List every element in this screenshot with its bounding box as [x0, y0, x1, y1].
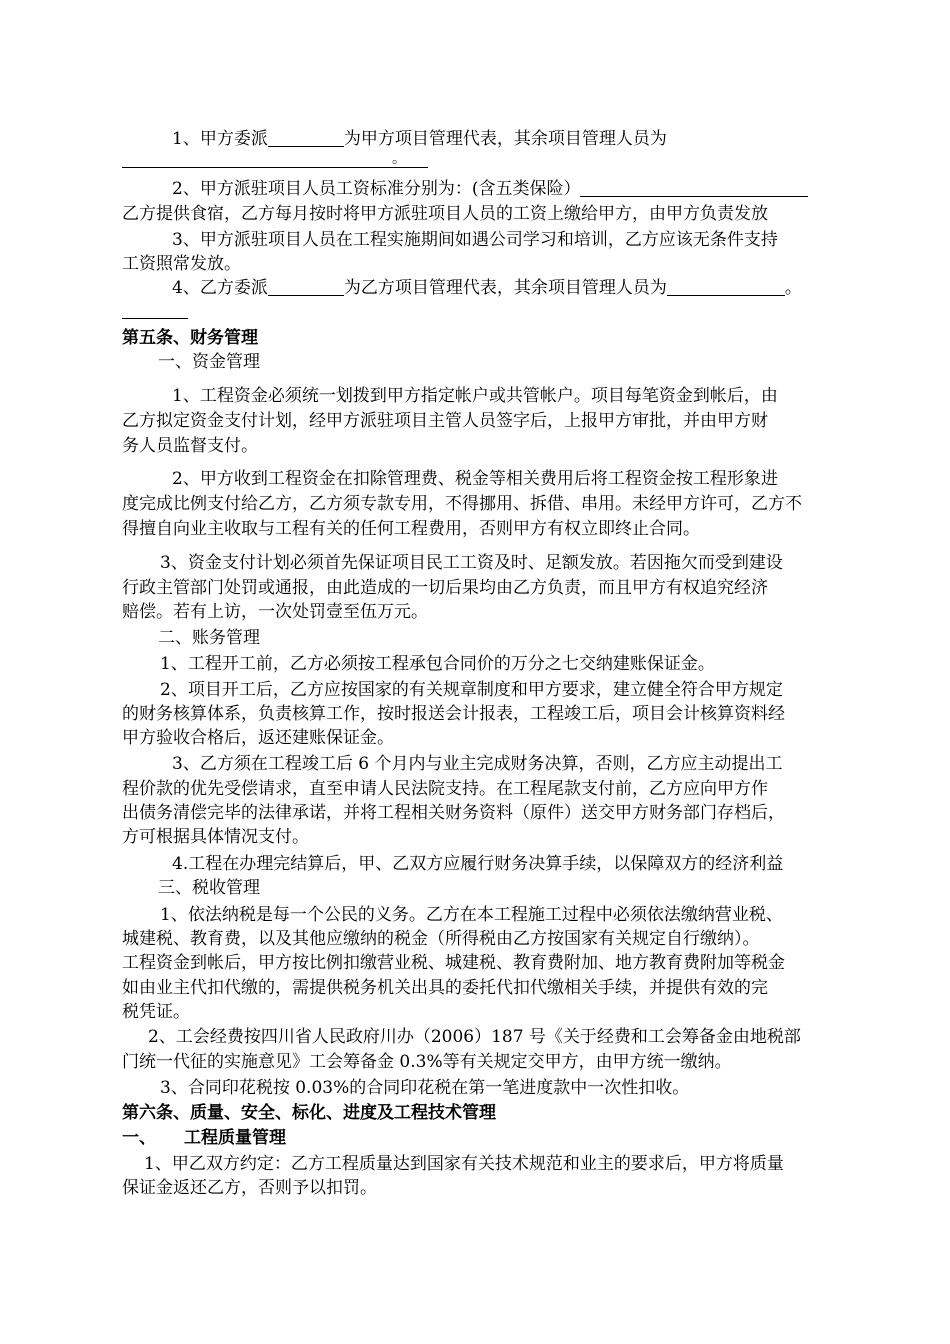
fill-blank	[268, 279, 344, 296]
para-line: 门统一代征的实施意见》工会筹备金 0.3%等有关规定交甲方，由甲方统一缴纳。	[122, 1052, 732, 1072]
punctuation: 。	[392, 151, 406, 167]
para-line: 如由业主代扣代缴的，需提供税务机关出具的委托代扣代缴相关手续，并提供有效的完	[122, 978, 768, 998]
para-line: 方可根据具体情况支付。	[122, 827, 309, 847]
para-line: 行政主管部门处罚或通报，由此造成的一切后果均由乙方负责，而且甲方有权追究经济	[122, 578, 768, 598]
para-line: 工资照常发放。	[122, 254, 241, 274]
text-span: 。	[784, 278, 802, 298]
para-line: 城建税、教育费，以及其他应缴纳的税金（所得税由乙方按国家有关规定自行缴纳）。	[122, 929, 760, 949]
para-line: 2、甲方收到工程资金在扣除管理费、税金等相关费用后将工程资金按工程形象进	[172, 469, 778, 489]
fill-blank-line	[122, 318, 188, 319]
text-span: 2、甲方派驻项目人员工资标准分别为：(含五类保险）	[172, 179, 581, 199]
text-span: 为乙方项目管理代表，其余项目管理人员为	[343, 278, 667, 298]
subsection-heading: 一、资金管理	[158, 352, 260, 372]
text-span: 为甲方项目管理代表，其余项目管理人员为	[343, 129, 667, 149]
para-line: 务人员监督支付。	[122, 436, 258, 456]
subsection-heading: 二、账务管理	[158, 628, 260, 648]
heading-number: 一、	[122, 1128, 156, 1148]
fill-blank	[667, 279, 785, 296]
para-line: 程价款的优先受偿请求，直至申请人民法院支持。在工程尾款支付前，乙方应向甲方作	[122, 779, 768, 799]
para-line: 1、工程资金必须统一划拨到甲方指定帐户或共管帐户。项目每笔资金到帐后，由	[172, 386, 778, 406]
section-heading: 第五条、财务管理	[122, 328, 258, 348]
para-line	[172, 276, 802, 300]
fill-blank	[268, 130, 344, 147]
para-line	[172, 177, 808, 201]
para-line	[172, 127, 667, 151]
para-line: 1、甲乙双方约定：乙方工程质量达到国家有关技术规范和业主的要求后，甲方将质量	[144, 1154, 784, 1174]
para-line: 2、工会经费按四川省人民政府川办（2006）187 号《关于经费和工会筹备金由地税部	[148, 1027, 801, 1047]
para-line: 乙方拟定资金支付计划，经甲方派驻项目主管人员签字后，上报甲方审批，并由甲方财	[122, 411, 768, 431]
heading-text: 工程质量管理	[184, 1128, 286, 1148]
para-line: 3、合同印花税按 0.03%的合同印花税在第一笔进度款中一次性扣收。	[160, 1078, 690, 1098]
para-line: 税凭证。	[122, 1002, 190, 1022]
para-line: 的财务核算体系，负责核算工作，按时报送会计报表，工程竣工后，项目会计核算资料经	[122, 704, 785, 724]
para-line: 工程资金到帐后，甲方按比例扣缴营业税、城建税、教育费附加、地方教育费附加等税金	[122, 953, 785, 973]
para-line: 乙方提供食宿，乙方每月按时将甲方派驻项目人员的工资上缴给甲方，由甲方负责发放	[122, 204, 768, 224]
para-line: 2、项目开工后，乙方应按国家的有关规章制度和甲方要求，建立健全符合甲方规定	[160, 680, 783, 700]
text-span: 4、乙方委派	[172, 278, 268, 298]
para-line: 3、甲方派驻项目人员在工程实施期间如遇公司学习和培训，乙方应该无条件支持	[172, 230, 778, 250]
para-line: 1、依法纳税是每一个公民的义务。乙方在本工程施工过程中必须依法缴纳营业税、	[160, 905, 783, 925]
para-line: 得擅自向业主收取与工程有关的任何工程费用，否则甲方有权立即终止合同。	[122, 519, 700, 539]
section-heading: 第六条、质量、安全、标化、进度及工程技术管理	[122, 1103, 496, 1123]
para-line: 赔偿。若有上访，一次处罚壹至伍万元。	[122, 602, 428, 622]
para-line: 出债务清偿完毕的法律承诺，并将工程相关财务资料（原件）送交甲方财务部门存档后，	[122, 803, 785, 823]
para-line: 3、乙方须在工程竣工后 6 个月内与业主完成财务决算，否则，乙方应主动提出工	[172, 754, 783, 774]
subsection-heading: 三、税收管理	[158, 878, 260, 898]
para-line: 度完成比例支付给乙方，乙方须专款专用，不得挪用、拆借、串用。未经甲方许可，乙方不	[122, 494, 802, 514]
fill-blank	[580, 180, 808, 197]
para-line: 保证金返还乙方，否则予以扣罚。	[122, 1178, 377, 1198]
fill-blank-line	[122, 167, 428, 168]
subsection-heading	[122, 1126, 286, 1150]
para-line: 4.工程在办理完结算后，甲、乙双方应履行财务决算手续，以保障双方的经济利益	[172, 854, 784, 874]
para-line: 甲方验收合格后，返还建账保证金。	[122, 728, 394, 748]
text-span: 1、甲方委派	[172, 129, 268, 149]
para-line: 1、工程开工前，乙方必须按工程承包合同价的万分之七交纳建账保证金。	[160, 654, 715, 674]
para-line: 3、资金支付计划必须首先保证项目民工工资及时、足额发放。若因拖欠而受到建设	[160, 553, 783, 573]
